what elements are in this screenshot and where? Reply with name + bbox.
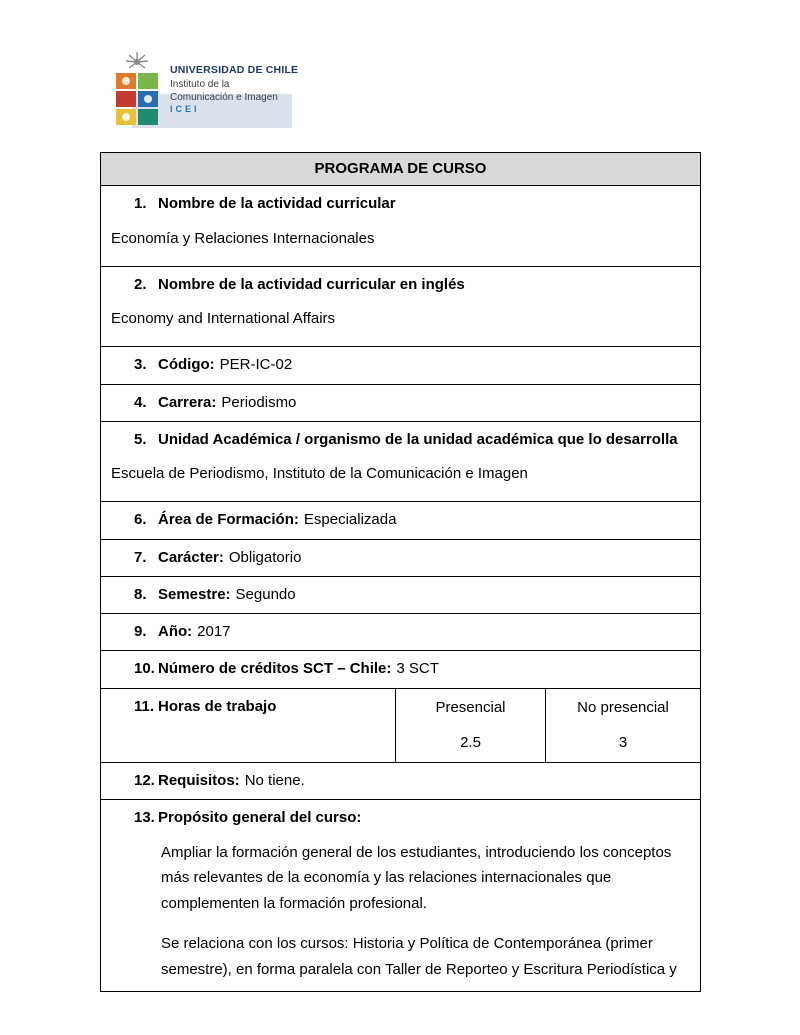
row-label: Nombre de la actividad curricular — [158, 195, 396, 213]
row-number: 9. — [134, 623, 147, 640]
row-label: Carrera: — [158, 393, 217, 411]
row-label: Unidad Académica / organismo de la unidad académica que lo desarrolla — [158, 430, 678, 448]
row-heading — [101, 502, 700, 538]
row-area-formacion — [101, 502, 700, 539]
row-unidad-academica — [101, 422, 700, 503]
row-number: 3. — [134, 356, 147, 374]
row-number: 7. — [134, 548, 147, 566]
university-logo — [112, 52, 298, 128]
row-value: Obligatorio — [228, 548, 302, 566]
row-number: 6. — [134, 511, 147, 529]
row-number: 5. — [134, 430, 147, 448]
row-value: Economía y Relaciones Internacionales — [111, 229, 375, 247]
row-proposito-general — [101, 800, 700, 982]
row-heading — [101, 347, 700, 383]
row-heading — [101, 186, 700, 222]
row-heading — [101, 422, 700, 458]
row-label: Horas de trabajo — [158, 697, 277, 715]
row-heading — [101, 385, 700, 421]
row-label: Requisitos: — [158, 772, 240, 789]
row-label: Código: — [158, 356, 215, 374]
university-logo-icon — [112, 52, 162, 128]
row-number: 13. — [134, 809, 155, 827]
row-requisitos — [101, 763, 700, 800]
row-creditos-sct — [101, 651, 700, 688]
row-number: 12. — [134, 772, 155, 789]
table-title-row — [101, 153, 700, 186]
row-value: Escuela de Periodismo, Instituto de la Comunicación e Imagen — [111, 465, 528, 482]
row-heading — [101, 651, 700, 687]
row-label: Número de créditos SCT – Chile: — [158, 660, 392, 678]
row-value: Segundo — [235, 585, 296, 603]
row-heading — [101, 800, 700, 830]
logo-icei-acronym: ICEI — [170, 103, 200, 114]
purpose-paragraph-1: Ampliar la formación general de los estudiantes, introduciendo los conceptos más relevantes de la economía y las relaciones internacionales que complementen la formación profesional. — [161, 843, 672, 912]
row-heading — [101, 689, 395, 725]
row-number: 11. — [134, 697, 155, 715]
row-nombre-ingles — [101, 267, 700, 348]
row-heading — [101, 540, 700, 576]
hours-label-cell — [101, 689, 396, 763]
row-horas-trabajo — [101, 689, 700, 764]
row-semestre — [101, 577, 700, 614]
row-number: 10. — [134, 660, 155, 678]
row-codigo — [101, 347, 700, 384]
row-value: No tiene. — [244, 772, 305, 789]
row-number: 1. — [134, 195, 147, 213]
no-presencial-value: 3 — [618, 733, 628, 751]
row-ano — [101, 614, 700, 651]
presencial-value: 2.5 — [460, 733, 481, 751]
row-value: Periodismo — [221, 393, 297, 411]
row-heading — [101, 577, 700, 613]
row-value: Economy and International Affairs — [111, 310, 336, 327]
row-value: PER-IC-02 — [219, 356, 293, 374]
row-heading — [101, 267, 700, 303]
table-title: PROGRAMA DE CURSO — [314, 160, 487, 177]
row-value: 2017 — [197, 623, 231, 640]
row-number: 4. — [134, 393, 147, 411]
row-label: Nombre de la actividad curricular en inglés — [158, 275, 465, 293]
logo-institute-line2: Comunicación e Imagen — [170, 91, 278, 103]
university-logo-text — [170, 52, 298, 115]
row-label: Semestre: — [158, 585, 231, 603]
no-presencial-cell — [546, 689, 700, 763]
row-carrera — [101, 385, 700, 422]
logo-university-name: UNIVERSIDAD DE CHILE — [170, 64, 299, 76]
row-caracter — [101, 540, 700, 577]
row-label: Área de Formación: — [158, 511, 299, 529]
row-value: Especializada — [303, 511, 397, 529]
course-program-table — [100, 152, 701, 992]
row-heading — [101, 763, 700, 799]
row-label: Carácter: — [158, 548, 224, 566]
row-value: 3 SCT — [396, 660, 439, 678]
logo-institute-line1: Instituto de la — [170, 78, 230, 90]
no-presencial-header: No presencial — [577, 698, 669, 716]
row-heading — [101, 614, 700, 650]
row-number: 8. — [134, 585, 147, 603]
row-nombre-actividad — [101, 186, 700, 267]
presencial-header: Presencial — [435, 698, 506, 716]
row-label: Año: — [158, 623, 193, 640]
row-number: 2. — [134, 275, 147, 293]
row-label: Propósito general del curso: — [158, 809, 362, 827]
presencial-cell — [396, 689, 546, 763]
purpose-paragraph-2: Se relaciona con los cursos: Historia y Política de Contemporánea (primer semestre), en forma paralela con Taller de Reporteo y Escritura Periodística y — [161, 935, 677, 978]
